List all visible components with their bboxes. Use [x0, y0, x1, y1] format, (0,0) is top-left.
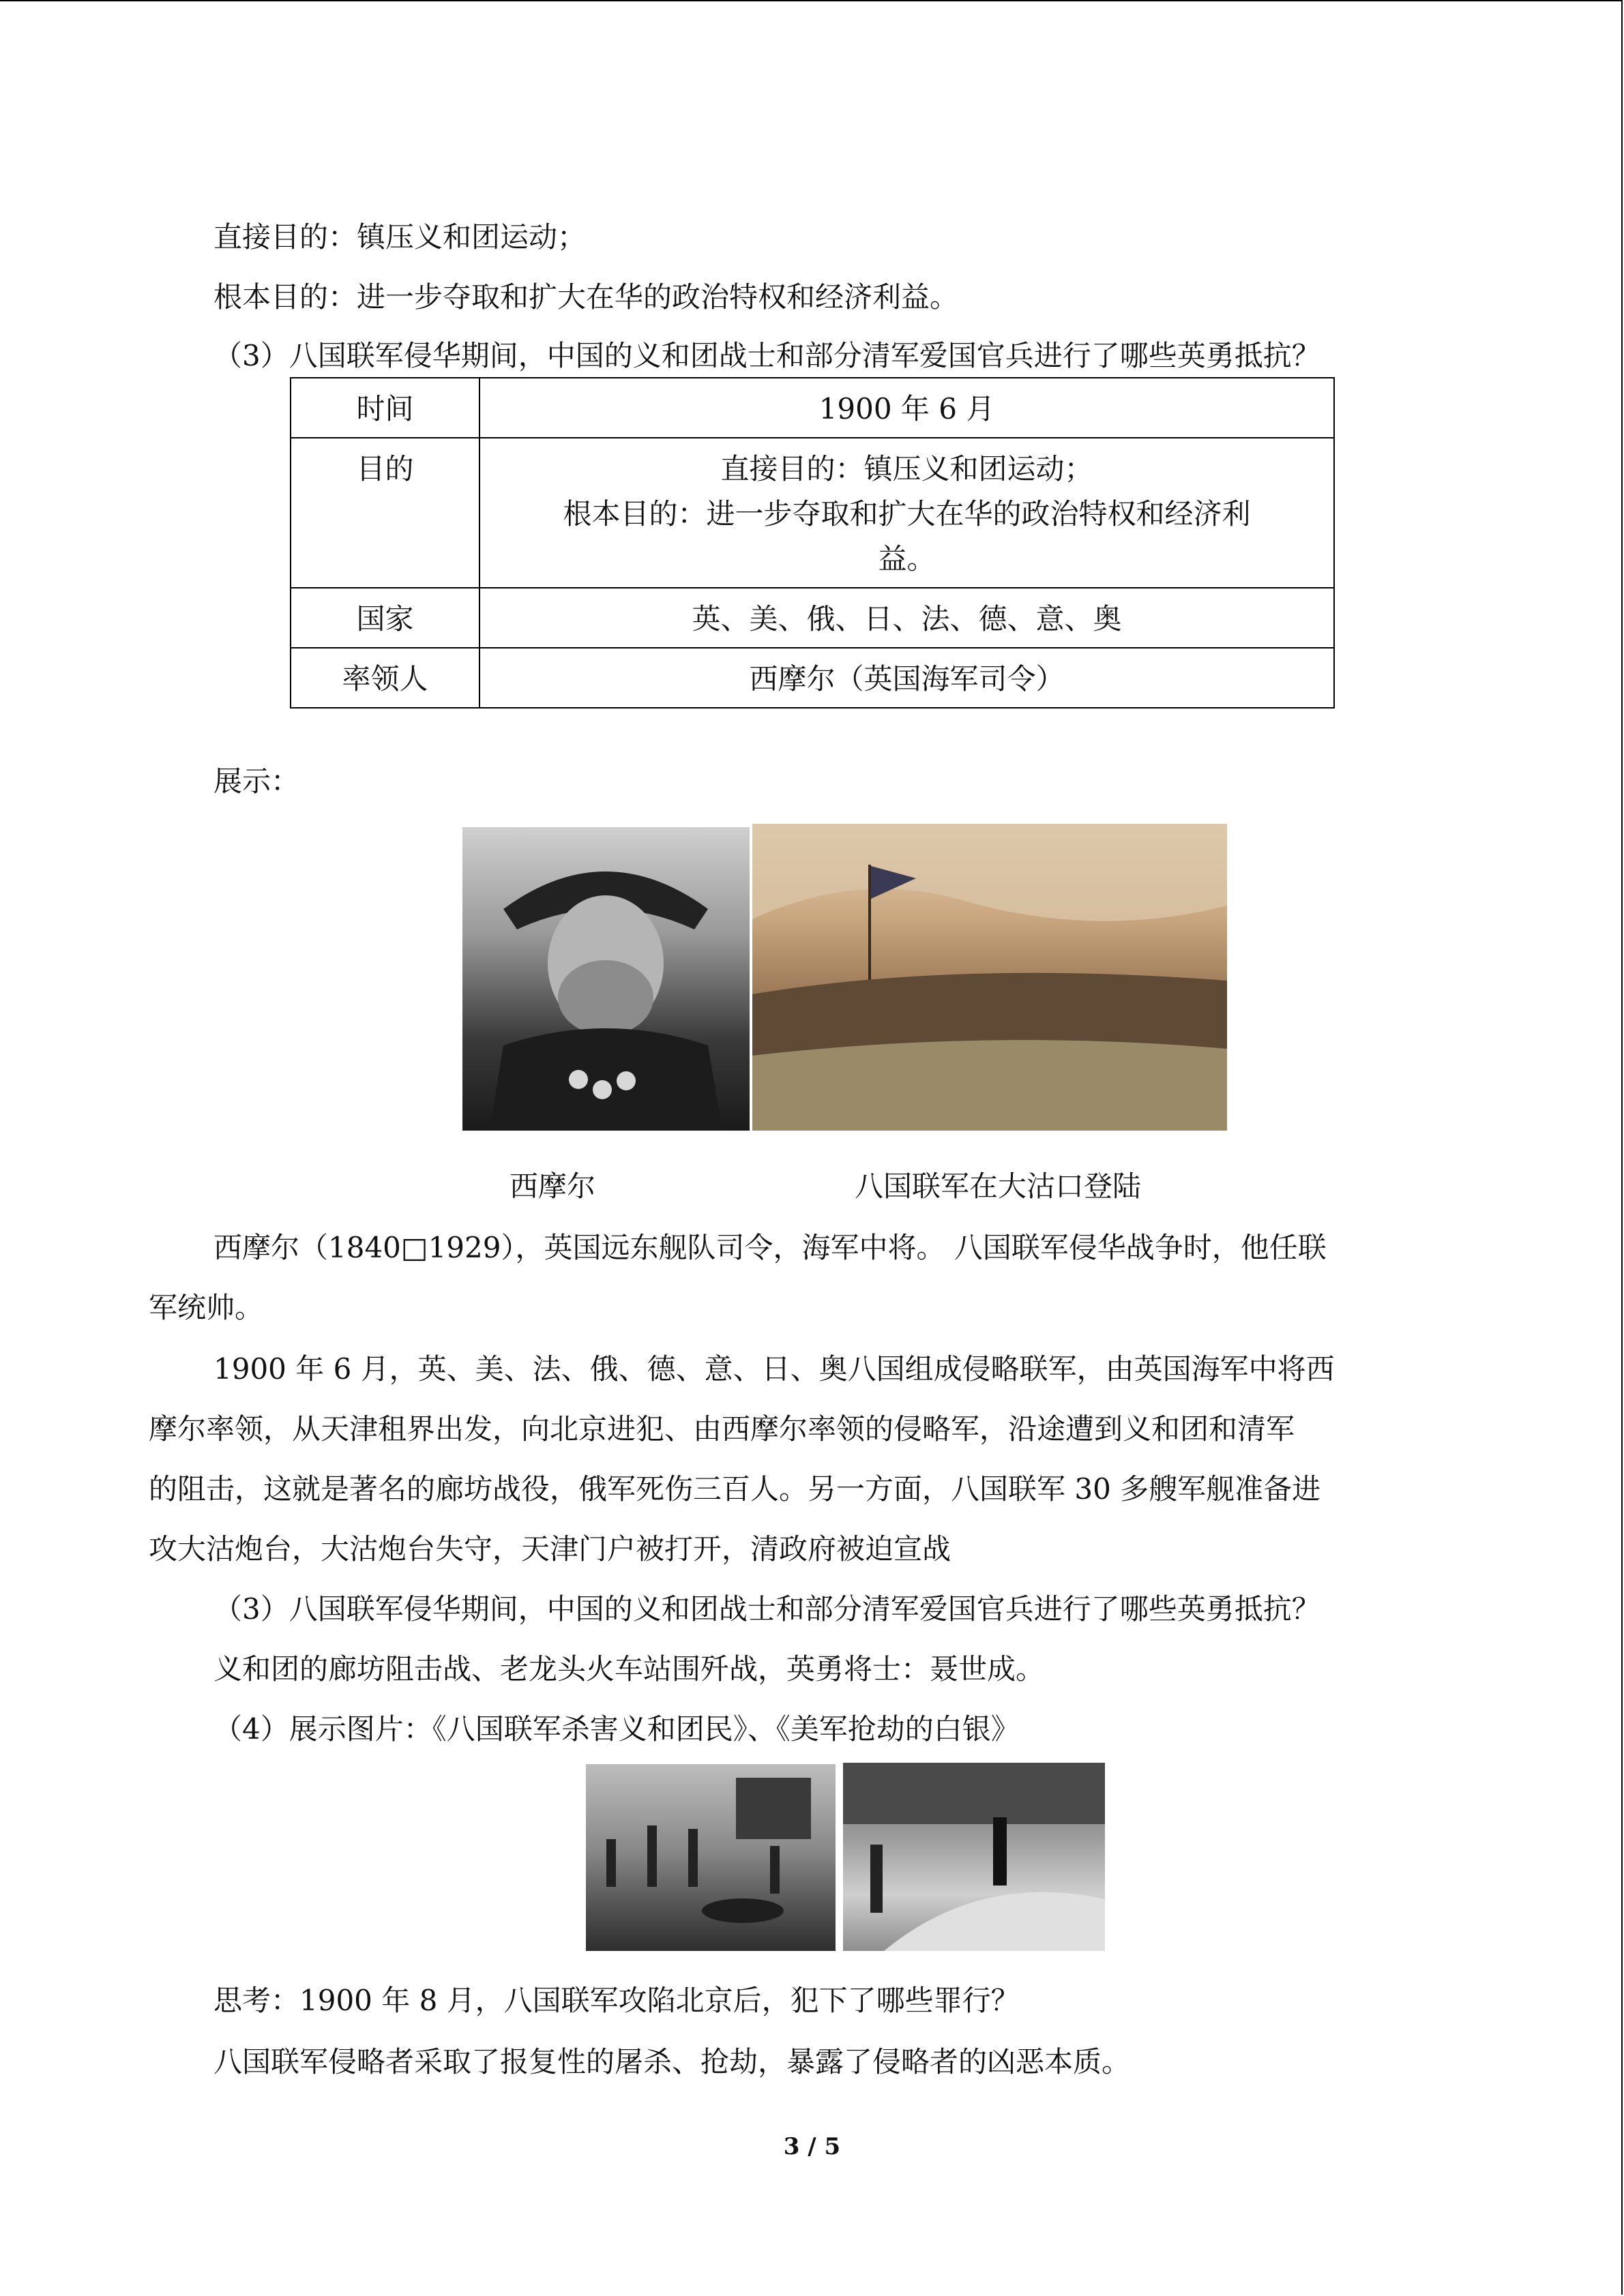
table-cell-label: 国家 [291, 588, 479, 648]
admiral-seymour-photo [462, 827, 750, 1131]
caption-admiral: 西摩尔 [510, 1169, 596, 1203]
purpose-line-2: 根本目的：进一步夺取和扩大在华的政治特权和经济利 [563, 497, 1251, 531]
admiral-photo-art [462, 827, 750, 1131]
purpose-line-1: 直接目的：镇压义和团运动； [720, 452, 1093, 486]
paragraph-line-3: 的阻击，这就是著名的廊坊战役，俄军死伤三百人。另一方面，八国联军 30 多艘军舰准备进 [149, 1472, 1321, 1506]
table-row-countries [291, 588, 1334, 648]
killing-boxers-photo [586, 1764, 836, 1951]
table-row-purpose [291, 438, 1334, 588]
question-3: （3）八国联军侵华期间，中国的义和团战士和部分清军爱国官兵进行了哪些英勇抵抗？ [213, 1592, 1320, 1626]
text-line-fundamental-goal: 根本目的：进一步夺取和扩大在华的政治特权和经济利益。 [213, 280, 959, 314]
paragraph-line-2: 摩尔率领，从天津租界出发，向北京进犯、由西摩尔率领的侵略军，沿途遭到义和团和清军 [149, 1412, 1295, 1446]
killing-photo-art [586, 1764, 836, 1951]
text-line-direct-goal: 直接目的：镇压义和团运动； [213, 220, 587, 254]
seymour-bio-line-2: 军统帅。 [149, 1291, 264, 1324]
show-label: 展示： [213, 764, 300, 798]
think-answer: 八国联军侵略者采取了报复性的屠杀、抢劫，暴露了侵略者的凶恶本质。 [213, 2045, 1131, 2078]
caption-landing: 八国联军在大沽口登陆 [855, 1169, 1142, 1203]
landing-at-dagu-photo [752, 824, 1227, 1131]
table-cell-label: 率领人 [291, 648, 479, 708]
question-2: （3）八国联军侵华期间，中国的义和团战士和部分清军爱国官兵进行了哪些英勇抵抗？ [213, 339, 1320, 372]
seymour-bio-line-1: 西摩尔（1840□1929），英国远东舰队司令，海军中将。 八国联军侵华战争时，他任联 [213, 1231, 1327, 1264]
table-row-commander [291, 648, 1334, 708]
table-cell-value: 1900 年 6 月 [479, 378, 1334, 438]
table-cell-value: 英、美、俄、日、法、德、意、奥 [479, 588, 1334, 648]
think-question: 思考：1900 年 8 月，八国联军攻陷北京后，犯下了哪些罪行？ [213, 1984, 1020, 2017]
table-cell-label: 目的 [291, 438, 479, 588]
page-number: 3 / 5 [783, 2133, 841, 2160]
paragraph-line-1: 1900 年 6 月，英、美、法、俄、德、意、日、奥八国组成侵略联军，由英国海军中将西 [213, 1352, 1335, 1386]
answer-3: 义和团的廊坊阻击战、老龙头火车站围歼战，英勇将士：聂世成。 [213, 1652, 1045, 1686]
table-row-time [291, 378, 1334, 438]
purpose-line-3: 益。 [878, 542, 936, 576]
looted-silver-photo [843, 1763, 1105, 1951]
paragraph-line-4: 攻大沽炮台，大沽炮台失守，天津门户被打开，清政府被迫宣战 [149, 1532, 951, 1566]
table-cell-value [479, 438, 1334, 588]
silver-photo-art [843, 1763, 1105, 1951]
table-cell-value: 西摩尔（英国海军司令） [479, 648, 1334, 708]
question-4: （4）展示图片：《八国联军杀害义和团民》、《美军抢劫的白银》 [213, 1712, 1020, 1746]
landing-photo-art [752, 824, 1227, 1131]
war-info-table [290, 377, 1335, 709]
table-cell-label: 时间 [291, 378, 479, 438]
